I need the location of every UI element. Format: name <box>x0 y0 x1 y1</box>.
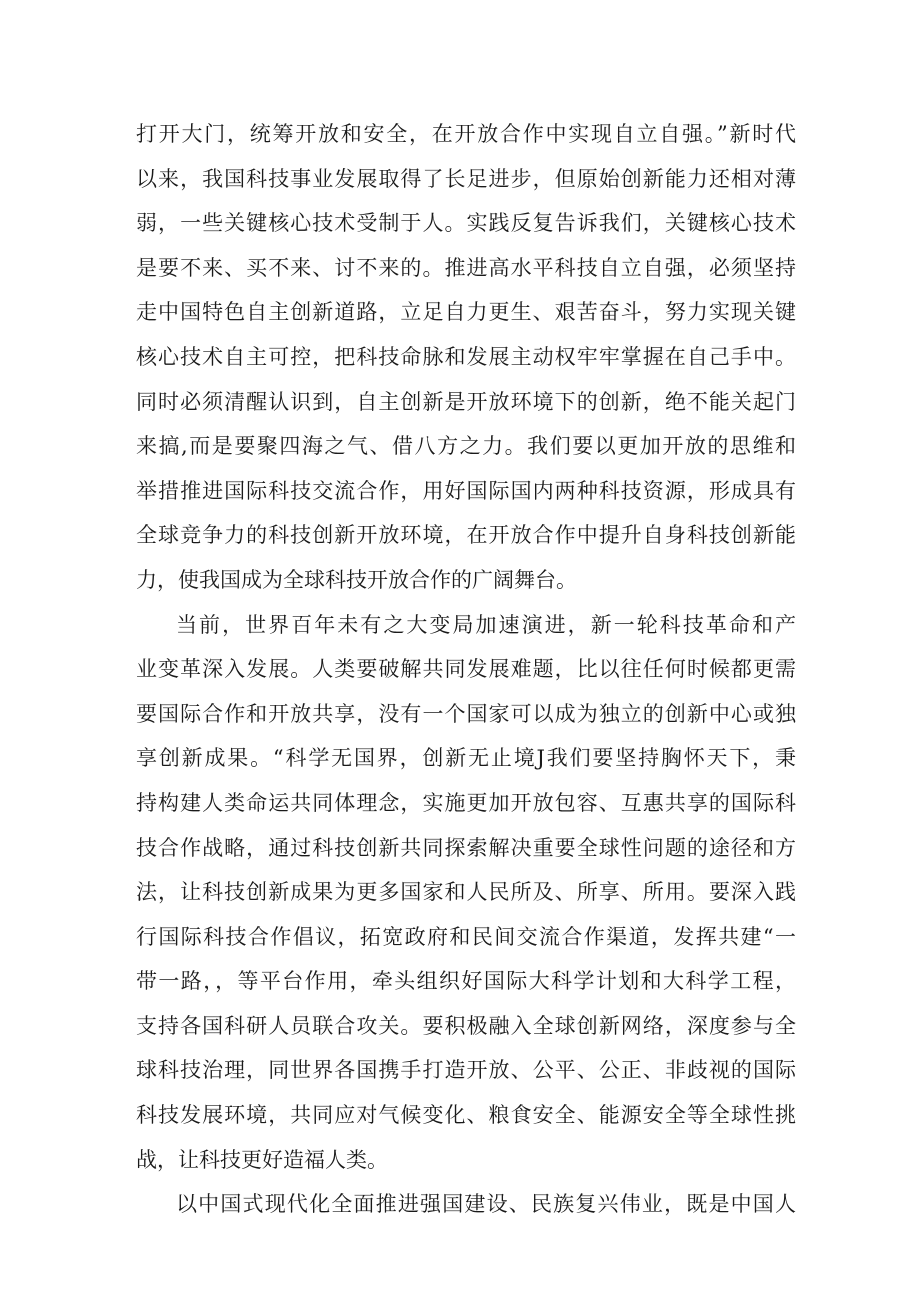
paragraph-3 <box>136 1182 796 1227</box>
text-line: 来搞,而是要聚四海之气、借八方之力。我们要以更加开放的思维和 <box>136 434 796 459</box>
paragraph-1 <box>136 112 796 603</box>
text-line: 是要不来、买不来、讨不来的。推进高水平科技自立自强，必须坚持 <box>136 255 796 280</box>
text-line: 行国际科技合作倡议，拓宽政府和民间交流合作渠道，发挥共建“一 <box>136 924 796 949</box>
text-line: 同时必须清醒认识到，自主创新是开放环境下的创新，绝不能关起门 <box>136 389 796 414</box>
text-line: 业变革深入发展。人类要破解共同发展难题，比以往任何时候都更需 <box>136 657 796 682</box>
text-line: 技合作战略，通过科技创新共同探索解决重要全球性问题的途径和方 <box>136 835 796 860</box>
text-line: 当前，世界百年未有之大变局加速演进，新一轮科技革命和产 <box>176 612 796 637</box>
text-line: 力，使我国成为全球科技开放合作的广阔舞台。 <box>136 567 577 592</box>
text-line: 法，让科技创新成果为更多国家和人民所及、所享、所用。要深入践 <box>136 880 796 905</box>
text-line: 球科技治理，同世界各国携手打造开放、公平、公正、非歧视的国际 <box>136 1058 796 1083</box>
paragraph-2 <box>136 603 796 1183</box>
text-line: 以来，我国科技事业发展取得了长足进步，但原始创新能力还相对薄 <box>136 166 796 191</box>
document-body <box>136 112 796 1227</box>
text-line: 科技发展环境，共同应对气候变化、粮食安全、能源安全等全球性挑 <box>136 1103 796 1128</box>
text-line: 核心技术自主可控，把科技命脉和发展主动权牢牢掌握在自己手中。 <box>136 344 796 369</box>
text-line: 走中国特色自主创新道路，立足自力更生、艰苦奋斗，努力实现关键 <box>136 300 796 325</box>
text-line: 持构建人类命运共同体理念，实施更加开放包容、互惠共享的国际科 <box>136 790 796 815</box>
text-line: 打开大门，统筹开放和安全，在开放合作中实现自立自强。”新时代 <box>136 122 796 146</box>
text-line: 享创新成果。“科学无国界，创新无止境J我们要坚持胸怀天下，秉 <box>136 746 796 771</box>
text-line: 以中国式现代化全面推进强国建设、民族复兴伟业，既是中国人 <box>176 1192 796 1217</box>
text-line: 弱，一些关键核心技术受制于人。实践反复告诉我们，关键核心技术 <box>136 211 796 236</box>
text-line: 支持各国科研人员联合攻关。要积极融入全球创新网络，深度参与全 <box>136 1013 796 1038</box>
text-line: 全球竞争力的科技创新开放环境，在开放合作中提升自身科技创新能 <box>136 523 796 548</box>
text-line: 带一路，，等平台作用，牵头组织好国际大科学计划和大科学工程， <box>136 969 796 994</box>
text-line: 战，让科技更好造福人类。 <box>136 1147 388 1172</box>
text-line: 举措推进国际科技交流合作，用好国际国内两种科技资源，形成具有 <box>136 478 796 503</box>
text-line: 要国际合作和开放共享，没有一个国家可以成为独立的创新中心或独 <box>136 701 796 726</box>
